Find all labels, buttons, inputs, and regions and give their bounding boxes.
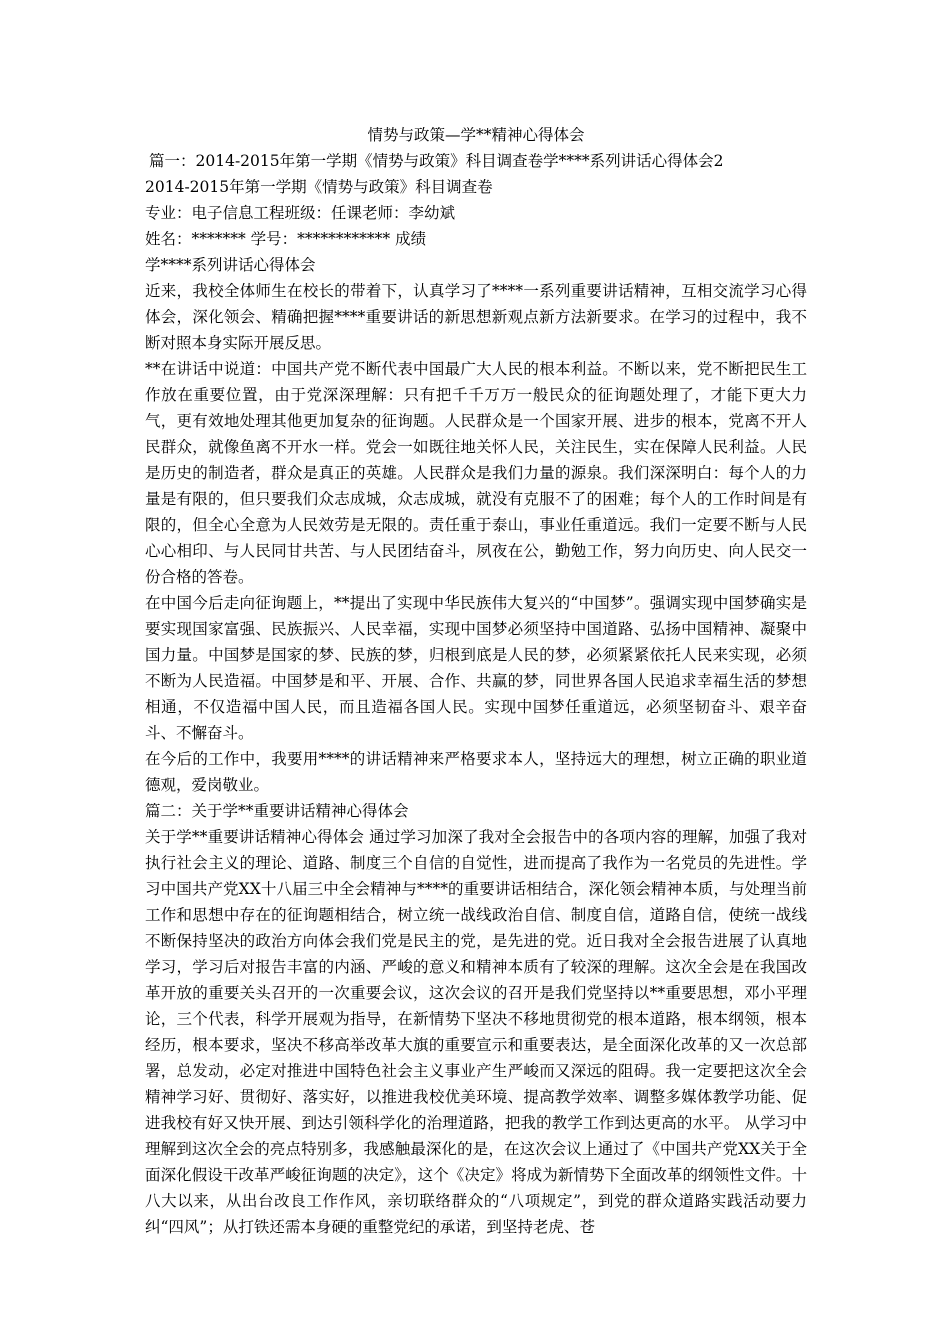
document-title: 情势与政策—学**精神心得体会 [367, 126, 585, 144]
paragraph: 在今后的工作中，我要用****的讲话精神来严格要求本人，坚持远大的理想，树立正确的职业道德观，爱岗敬业。 [145, 750, 807, 794]
survey-title-line: 2014-2015年第一学期《情势与政策》科目调查卷 [145, 178, 493, 196]
major-line: 专业：电子信息工程班级：任课老师：李幼斌 [145, 204, 456, 222]
name-line: 姓名：******* 学号：************ 成绩 [145, 230, 427, 248]
paragraph: **在讲话中说道：中国共产党不断代表中国最广大人民的根本利益。不断以来，党不断把民生工作放在重要位置，由于党深深理解：只有把千千万万一般民众的征询题处理了，才能下更大力气，更有效地处理其他更加复杂的征询题。人民群众是一个国家开展、进步的根本，党离不开人民群众，就像鱼离不开水一样。党会一如既往地关怀人民，关注民生，实在保障人民利益。人民是历史的制造者，群众是真正的英雄。人民群众是我们力量的源泉。我们深深明白：每个人的力量是有限的，但只要我们众志成城，众志成城，就没有克服不了的困难；每个人的工作时间是有限的，但全心全意为人民效劳是无限的。责任重于泰山，事业任重道远。我们一定要不断与人民心心相印、与人民同甘共苦、与人民团结奋斗，夙夜在公，勤勉工作，努力向历史、向人民交一份合格的答卷。 [145, 360, 807, 586]
paragraph: 关于学**重要讲话精神心得体会 通过学习加深了我对全会报告中的各项内容的理解，加强了我对执行社会主义的理论、道路、制度三个自信的自觉性，进而提高了我作为一名党员的先进性。学习中国共产党XX十八届三中全会精神与****的重要讲话相结合，深化领会精神本质，与处理当前工作和思想中存在的征询题相结合，树立统一战线政治自信、制度自信，道路自信，使统一战线不断保持坚决的政治方向体会我们党是民主的党，是先进的党。近日我对全会报告进展了认真地学习，学习后对报告丰富的内涵、严峻的意义和精神本质有了较深的理解。这次全会是在我国改革开放的重要关头召开的一次重要会议，这次会议的召开是我们党坚持以**重要思想，邓小平理论，三个代表，科学开展观为指导，在新情势下坚决不移地贯彻党的根本道路，根本纲领，根本经历，根本要求，坚决不移高举改革大旗的重要宣示和重要表达，是全面深化改革的又一次总部署，总发动，必定对推进中国特色社会主义事业产生严峻而又深远的阻碍。我一定要把这次全会精神学习好、贯彻好、落实好，以推进我校优美环境、提高教学效率、调整多媒体教学功能、促进我校有好又快开展、到达引领科学化的治理道路，把我的教学工作到达更高的水平。 从学习中理解到这次全会的亮点特别多，我感触最深化的是，在这次会议上通过了《中国共产党XX关于全面深化假设干改革严峻征询题的决定》，这个《决定》将成为新情势下全面改革的纲领性文件。十八大以来，从出台改良工作作风，亲切联络群众的“八项规定”，到党的群众道路实践活动要力纠“四风”；从打铁还需本身硬的重整党纪的承诺，到坚持老虎、苍 [145, 828, 807, 1236]
paragraph: 近来，我校全体师生在校长的带着下，认真学习了****一系列重要讲话精神，互相交流学习心得体会，深化领会、精确把握****重要讲话的新思想新观点新方法新要求。在学习的过程中，我不断对照本身实际开展反思。 [145, 282, 807, 352]
section-heading: 篇二：关于学**重要讲话精神心得体会 [145, 802, 409, 820]
paragraph: 在中国今后走向征询题上，**提出了实现中华民族伟大复兴的“中国梦”。强调实现中国梦确实是要实现国家富强、民族振兴、人民幸福，实现中国梦必须坚持中国道路、弘扬中国精神、凝聚中国力量。中国梦是国家的梦、民族的梦，归根到底是人民的梦，必须紧紧依托人民来实现，必须不断为人民造福。中国梦是和平、开展、合作、共赢的梦，同世界各国人民追求幸福生活的梦想相通，不仅造福中国人民，而且造福各国人民。实现中国梦任重道远，必须坚韧奋斗、艰辛奋斗、不懈奋斗。 [145, 594, 807, 742]
section-heading: 学****系列讲话心得体会 [145, 256, 316, 274]
document-page [145, 122, 807, 1240]
subtitle-line: 篇一：2014-2015年第一学期《情势与政策》科目调查卷学****系列讲话心得体会2 [149, 152, 724, 170]
